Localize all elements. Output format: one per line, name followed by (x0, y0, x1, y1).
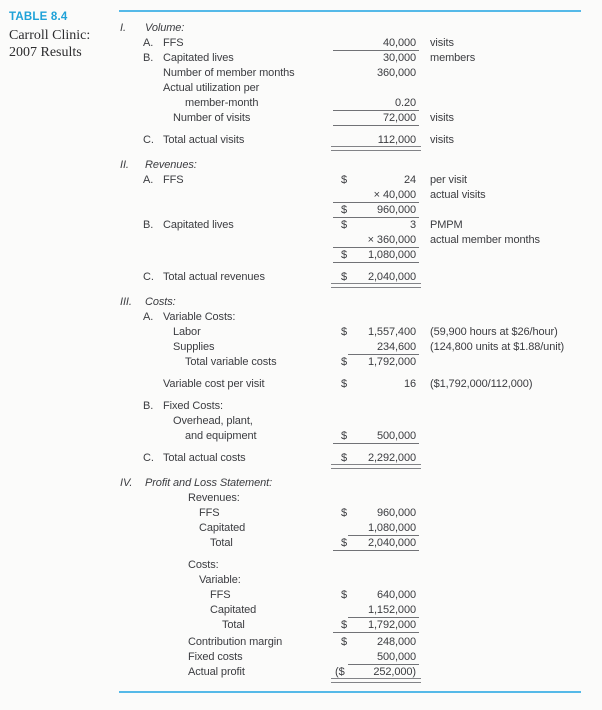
currency-prefix: $ (341, 537, 348, 549)
row-amount-cell (334, 218, 416, 233)
row-amount-cell (334, 618, 416, 633)
currency-prefix: $ (341, 326, 348, 338)
row-note: visits (430, 134, 454, 146)
currency-prefix: $ (341, 271, 348, 283)
top-border-rule (119, 10, 581, 12)
table-row (120, 429, 602, 444)
table-row (120, 158, 602, 173)
row-label: Revenues: (188, 492, 240, 504)
row-label: Labor (173, 326, 201, 338)
currency-prefix: $ (341, 430, 348, 442)
table-row (120, 650, 602, 665)
row-value: 1,792,000 (367, 356, 416, 368)
row-label: Total actual costs (163, 452, 246, 464)
row-marker: A. (143, 37, 154, 49)
row-label: Total actual revenues (163, 271, 265, 283)
row-amount-cell (334, 96, 416, 111)
row-value: 1,080,000 (367, 522, 416, 534)
row-label: Capitated lives (163, 219, 234, 231)
row-amount-cell (334, 66, 416, 81)
row-amount-cell (334, 203, 416, 218)
row-amount-cell (334, 521, 416, 536)
row-label: Capitated (199, 522, 246, 534)
row-label: Variable cost per visit (163, 378, 265, 390)
table-row (120, 340, 602, 355)
subtotal-rule (333, 550, 419, 551)
row-label: Variable: (199, 574, 241, 586)
row-amount-group (377, 66, 416, 81)
row-value: × 40,000 (373, 189, 416, 201)
subtotal-rule (333, 632, 419, 633)
table-row (120, 476, 602, 491)
row-label: Number of member months (163, 67, 295, 79)
row-label: and equipment (185, 430, 257, 442)
table-row (120, 325, 602, 340)
table-row (120, 203, 602, 218)
table-row (120, 603, 602, 618)
row-amount-cell (334, 325, 416, 340)
row-marker: IV. (120, 477, 133, 489)
currency-prefix: $ (341, 507, 348, 519)
table-title (9, 27, 119, 61)
table-row (120, 558, 602, 573)
row-label: Revenues: (145, 159, 197, 171)
row-label: Profit and Loss Statement: (145, 477, 273, 489)
row-value: 24 (403, 174, 416, 186)
table-row (120, 173, 602, 188)
row-value: 112,000 (377, 134, 416, 146)
row-label: Fixed costs (188, 651, 243, 663)
row-value: 960,000 (376, 204, 416, 216)
row-amount-cell (334, 635, 416, 650)
table-rows (120, 21, 602, 680)
currency-prefix: $ (341, 452, 348, 464)
row-amount-group (410, 218, 416, 233)
row-label: FFS (210, 589, 231, 601)
row-amount-cell (334, 377, 416, 392)
total-double-rule (331, 146, 421, 151)
row-note: per visit (430, 174, 467, 186)
row-amount-group (377, 635, 416, 650)
currency-prefix: $ (341, 249, 348, 261)
row-value: 500,000 (376, 651, 416, 663)
table-row (120, 536, 602, 551)
row-amount-group (404, 377, 416, 392)
row-note: ($1,792,000/112,000) (430, 378, 533, 390)
row-label: Capitated (210, 604, 257, 616)
row-label: Total variable costs (185, 356, 277, 368)
table-row (120, 588, 602, 603)
subtotal-rule (333, 443, 419, 444)
total-double-rule (331, 283, 421, 288)
row-marker: I. (120, 22, 126, 34)
row-amount-cell (334, 429, 416, 444)
table-row (120, 248, 602, 263)
row-amount-cell (334, 451, 416, 466)
table-row (120, 399, 602, 414)
row-value: × 360,000 (367, 234, 416, 246)
row-marker: C. (143, 271, 154, 283)
row-amount-cell (334, 133, 416, 148)
table-row (120, 81, 602, 96)
row-amount-cell (334, 603, 416, 618)
row-note: members (430, 52, 476, 64)
row-label: Capitated lives (163, 52, 234, 64)
row-value: 16 (403, 378, 416, 390)
row-marker: B. (143, 400, 154, 412)
table-row (120, 635, 602, 650)
row-label: Overhead, plant, (173, 415, 253, 427)
currency-prefix: $ (341, 204, 348, 216)
table-row (120, 36, 602, 51)
row-value: 0.20 (394, 97, 416, 109)
row-marker: A. (143, 174, 154, 186)
row-value: 960,000 (376, 507, 416, 519)
row-note: PMPM (430, 219, 463, 231)
table-row (120, 506, 602, 521)
total-double-rule (331, 678, 421, 683)
row-value: 1,152,000 (367, 604, 416, 616)
row-amount-cell (334, 36, 416, 51)
currency-prefix: $ (341, 356, 348, 368)
table-row (120, 295, 602, 310)
paren-suffix: ) (412, 666, 416, 678)
row-label: Number of visits (173, 112, 251, 124)
row-value: 1,792,000 (367, 619, 416, 631)
row-note: actual member months (430, 234, 540, 246)
row-value: 40,000 (382, 37, 416, 49)
table-title-line1: Carroll Clinic: (9, 28, 91, 43)
row-label: Fixed Costs: (163, 400, 223, 412)
row-label: Actual profit (188, 666, 245, 678)
row-amount-cell (334, 111, 416, 126)
row-value: 1,557,400 (367, 326, 416, 338)
row-value: 72,000 (382, 112, 416, 124)
table-row (120, 377, 602, 392)
table-caption (9, 11, 119, 61)
table-row (120, 451, 602, 466)
row-value: 1,080,000 (367, 249, 416, 261)
table-row (120, 573, 602, 588)
table-row (120, 414, 602, 429)
row-amount-cell (334, 188, 416, 203)
row-note: actual visits (430, 189, 486, 201)
row-amount-group (368, 355, 416, 370)
total-double-rule (331, 464, 421, 469)
row-note: visits (430, 112, 454, 124)
row-value: 30,000 (382, 52, 416, 64)
table-row (120, 270, 602, 285)
row-amount-cell (334, 51, 416, 66)
row-marker: C. (143, 134, 154, 146)
table-row (120, 218, 602, 233)
bottom-border-rule (119, 691, 581, 693)
subtotal-rule (333, 125, 419, 126)
table-row (120, 21, 602, 36)
row-amount-group (377, 506, 416, 521)
row-marker: C. (143, 452, 154, 464)
row-label: FFS (199, 507, 220, 519)
table-row (120, 310, 602, 325)
table-number: TABLE 8.4 (9, 11, 68, 23)
currency-prefix: $ (341, 378, 348, 390)
table-row (120, 233, 602, 248)
row-value: 640,000 (376, 589, 416, 601)
row-value: 2,292,000 (367, 452, 416, 464)
row-marker: B. (143, 219, 154, 231)
row-note: (59,900 hours at $26/hour) (430, 326, 558, 338)
row-amount-cell (334, 506, 416, 521)
row-label: Total (210, 537, 233, 549)
table-row (120, 51, 602, 66)
table-row (120, 355, 602, 370)
table-row (120, 96, 602, 111)
row-label: Costs: (145, 296, 176, 308)
row-marker: A. (143, 311, 154, 323)
row-amount-cell (334, 270, 416, 285)
row-value: 248,000 (376, 636, 416, 648)
row-note: (124,800 units at $1.88/unit) (430, 341, 565, 353)
table-row (120, 665, 602, 680)
row-label: FFS (163, 174, 184, 186)
table-row (120, 491, 602, 506)
row-value: 360,000 (376, 67, 416, 79)
row-amount-cell (334, 665, 416, 680)
row-amount-cell (334, 248, 416, 263)
row-value: 234,600 (376, 341, 416, 353)
table-row (120, 66, 602, 81)
row-amount-group (377, 588, 416, 603)
row-label: Supplies (173, 341, 215, 353)
row-label: member-month (185, 97, 259, 109)
row-label: FFS (163, 37, 184, 49)
row-amount-cell (334, 233, 416, 248)
row-amount-group (383, 51, 416, 66)
row-amount-cell (334, 588, 416, 603)
row-amount-cell (334, 340, 416, 355)
table-title-line2: 2007 Results (9, 45, 82, 60)
row-amount-cell (334, 650, 416, 665)
currency-prefix: $ (341, 174, 348, 186)
table-row (120, 521, 602, 536)
subtotal-rule (333, 262, 419, 263)
row-label: Actual utilization per (163, 82, 260, 94)
currency-prefix: $ (341, 589, 348, 601)
row-amount-cell (334, 536, 416, 551)
row-marker: II. (120, 159, 129, 171)
row-label: Volume: (145, 22, 185, 34)
table-row (120, 188, 602, 203)
row-label: Total actual visits (163, 134, 245, 146)
row-value: 3 (409, 219, 416, 231)
row-value: 2,040,000 (367, 271, 416, 283)
row-value: 500,000 (376, 430, 416, 442)
row-label: Costs: (188, 559, 219, 571)
table-row (120, 133, 602, 148)
table-row (120, 111, 602, 126)
table-row (120, 618, 602, 633)
row-note: visits (430, 37, 454, 49)
row-amount-group (368, 325, 416, 340)
row-label: Variable Costs: (163, 311, 236, 323)
row-value: 252,000 (373, 666, 413, 678)
currency-prefix: $ (341, 619, 348, 631)
currency-prefix: $ (341, 636, 348, 648)
row-marker: III. (120, 296, 132, 308)
row-amount-cell (334, 355, 416, 370)
row-value: 2,040,000 (367, 537, 416, 549)
row-label: Contribution margin (188, 636, 283, 648)
currency-prefix: ($ (335, 666, 345, 678)
currency-prefix: $ (341, 219, 348, 231)
row-amount-group (404, 173, 416, 188)
row-marker: B. (143, 52, 154, 64)
row-amount-cell (334, 173, 416, 188)
row-label: Total (222, 619, 245, 631)
